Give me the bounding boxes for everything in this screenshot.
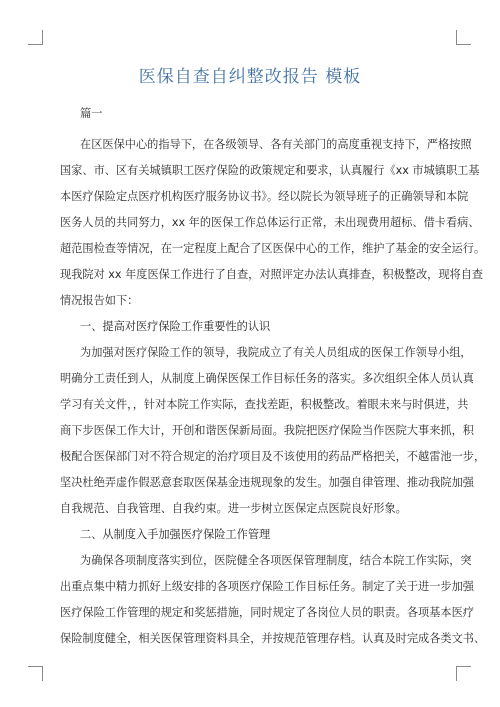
crop-mark-top-left <box>28 30 43 45</box>
paragraph-line: 出重点集中精力抓好上级安排的各项医疗保险工作目标任务。制定了关于进一步加强 <box>60 580 474 593</box>
paragraph-line: 商下步医保工作大计，开创和谐医保新局面。我院把医疗保险当作医院大事来抓，积 <box>60 424 474 437</box>
paragraph-line: 在区医保中心的指导下，在各级领导、各有关部门的高度重视支持下，严格按照 <box>80 138 472 151</box>
paragraph-line: 明确分工责任到人，从制度上确保医保工作目标任务的落实。多次组织全体人员认真 <box>60 372 474 385</box>
crop-mark-bottom-left <box>28 666 43 681</box>
paragraph-line: 医疗保险工作管理的规定和奖惩措施，同时规定了各岗位人员的职责。各项基本医疗 <box>60 606 474 619</box>
paragraph-line: 为确保各项制度落实到位，医院健全各项医保管理制度，结合本院工作实际，突 <box>80 554 472 567</box>
paragraph-line: 极配合医保部门对不符合规定的治疗项目及不该使用的药品严格把关，不越雷池一步， <box>60 450 486 463</box>
section-label: 篇一 <box>80 107 103 120</box>
paragraph-line: 情况报告如下： <box>60 294 139 307</box>
section-heading: 二、从制度入手加强医疗保险工作管理 <box>80 528 271 541</box>
paragraph-line: 自我规范、自我管理、自我约束。进一步树立医保定点医院良好形象。 <box>60 502 407 515</box>
paragraph-line: 现我院对 xx 年度医保工作进行了自查，对照评定办法认真排查，积极整改，现将自查 <box>60 268 484 281</box>
paragraph-line: 医务人员的共同努力，xx 年的医保工作总体运行正常，未出现费用超标、借卡看病、 <box>60 216 480 229</box>
document-title: 医保自查自纠整改报告 模板 <box>138 67 362 87</box>
paragraph-line: 为加强对医疗保险工作的领导，我院成立了有关人员组成的医保工作领导小组， <box>80 346 472 359</box>
paragraph-line: 保险制度健全，相关医保管理资料具全，并按规范管理存档。认真及时完成各类文书、 <box>60 632 486 645</box>
paragraph-line: 本医疗保险定点医疗机构医疗服务协议书》。经以院长为领导班子的正确领导和本院 <box>60 190 469 203</box>
paragraph-line: 学习有关文件，，针对本院工作实际，查找差距，积极整改。着眼未来与时俱进，共 <box>60 398 469 411</box>
paragraph-line: 国家、市、区有关城镇职工医疗保险的政策规定和要求，认真履行《xx 市城镇职工基 <box>60 164 480 177</box>
crop-mark-bottom-right <box>456 666 471 681</box>
crop-mark-top-right <box>456 30 471 45</box>
paragraph-line: 超范围检查等情况，在一定程度上配合了区医保中心的工作，维护了基金的安全运行。 <box>60 242 486 255</box>
section-heading: 一、提高对医疗保险工作重要性的认识 <box>80 320 271 333</box>
paragraph-line: 坚决杜绝弄虚作假恶意套取医保基金违规现象的发生。加强自律管理、推动我院加强 <box>60 476 474 489</box>
